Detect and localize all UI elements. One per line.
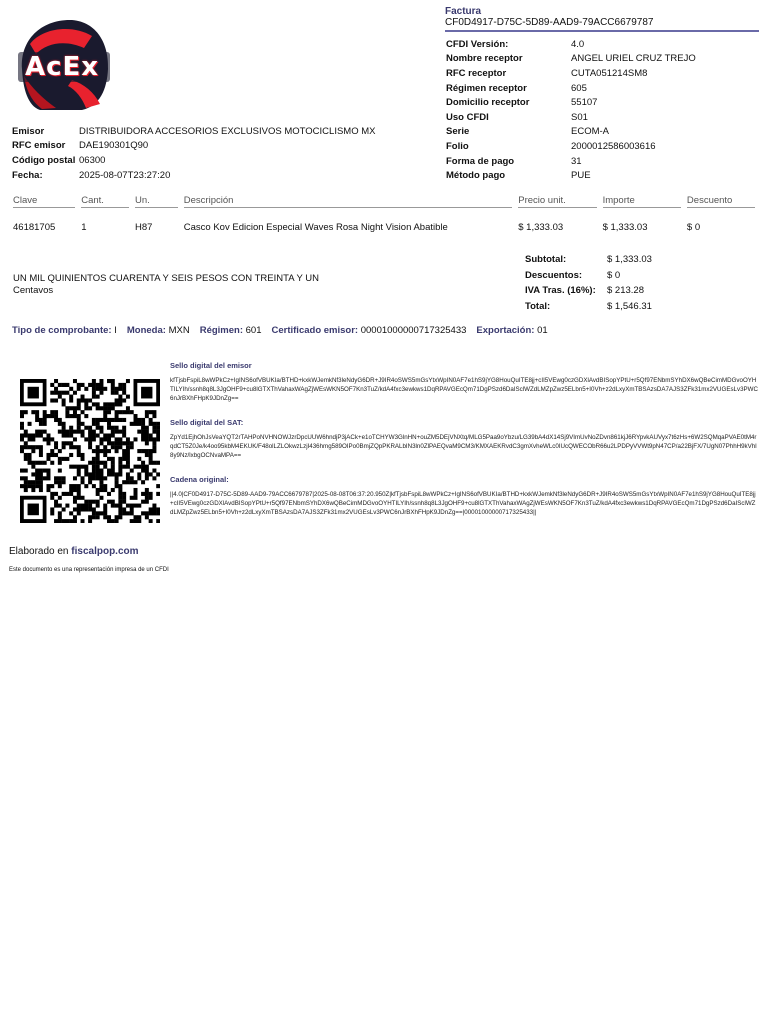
table-cell: 1 bbox=[81, 221, 87, 233]
meta-label: Tipo de comprobante: bbox=[12, 325, 112, 336]
meta-label: Exportación: bbox=[476, 325, 535, 336]
representacion-note: Este documento es una representación impresa de un CFDI bbox=[9, 567, 169, 573]
emisor-info-label: RFC emisor bbox=[12, 140, 66, 152]
total-row bbox=[522, 299, 655, 315]
meta-item bbox=[476, 325, 547, 336]
total-row bbox=[522, 268, 655, 284]
column-header bbox=[132, 193, 181, 209]
sello-sat-text: ZpYd1EjhOhJsVeaYQT2rTAHPoNVHNOWJzrDpcUUW6hndjP3jACk+e1oTCHYW3GlnHN+ouZM5DEjVNXtq/MLG5Paa9oYbzu/LG39bA4dX14Sj9VImUvNoZDvn861kjJ6RYpvkAUVyx7t6zHs+6W2SQMqaPVAE0tM4rqdCT5Z0Je/k4oo95kbM4EKUK/F48olLZLOkwzLzjI436hmg589OIPo0BmjZQpPKRALbIN3ln0ZlPAEQvaM9CM3/KMXAEKRvdC3gmXvheWLc0IUcQWECObR66u2LPDPyVVWt9pN47CP/a22BjFX/7UgN07PhhH9kVhl8y9Nz/lxbgOCNvaMPA== bbox=[170, 434, 757, 459]
table-cell: H87 bbox=[135, 221, 153, 233]
table-cell: $ 0 bbox=[686, 221, 701, 233]
total-label: Subtotal: bbox=[525, 254, 567, 266]
column-header-label: Clave bbox=[13, 195, 75, 208]
receptor-info-value: PUE bbox=[571, 170, 591, 182]
meta-value: 601 bbox=[245, 325, 262, 336]
receptor-info-row bbox=[446, 81, 696, 96]
receptor-info-table bbox=[446, 37, 696, 183]
table-cell: $ 1,333.03 bbox=[518, 221, 564, 233]
receptor-info-row bbox=[446, 154, 696, 169]
table-cell: Casco Kov Edicion Especial Waves Rosa Night Vision Abatible bbox=[183, 221, 448, 233]
receptor-info-label: Folio bbox=[446, 140, 469, 152]
cadena-original-text: ||4.0|CF0D4917-D75C-5D89-AAD9-79ACC6679787|2025-08-08T06:37:20.950Z|kfTjsbFspiL8wWPkCz+IgINS6ofVBUKIa/BTHD+kxkWJemkNf3leNdyG6DR+J9IR4oSWS5mGsYtxWpIN0AF7e1hS9jYG8HouQuITE8jj+cII5VEwg0czGDXlAvdBISopYPtU+r5Qf97ENbmSYhDX6wQBeCimMDGvoOYHTILYIh/ssnh8q8L3JgOHF9+cu8lGTXThVahaxWAgZjWEsWKN5OF7Kn3TuZ/kdA4fxc3ewkws1DqRPAVGEcQm71DgPSzd6DaISclWZdLMZpZwz5ELbn5+I0Vh+z2dLxyXmTBSAzsDA7AJS3ZFk31mx2VUGEsLv3PWC6nJrBXhFHpK9JDnZg==|00001000000717325433|| bbox=[170, 491, 756, 516]
receptor-info-label: Domicilio receptor bbox=[446, 97, 530, 109]
receptor-info-label: Método pago bbox=[446, 170, 506, 182]
column-header-label: Un. bbox=[135, 195, 178, 208]
factura-label: Factura bbox=[445, 6, 482, 17]
meta-value: MXN bbox=[168, 325, 190, 336]
emisor-info-row bbox=[12, 168, 376, 183]
meta-value: I bbox=[114, 325, 117, 336]
meta-label: Moneda: bbox=[126, 325, 166, 336]
receptor-info-value: ANGEL URIEL CRUZ TREJO bbox=[571, 53, 696, 65]
sello-emisor-title: Sello digital del emisor bbox=[170, 361, 252, 370]
amount-in-words-line2: Centavos bbox=[13, 284, 54, 296]
meta-item bbox=[127, 325, 190, 336]
table-cell: $ 1,333.03 bbox=[602, 221, 648, 233]
qr-code bbox=[20, 379, 160, 523]
column-header bbox=[684, 193, 758, 209]
receptor-info-label: RFC receptor bbox=[446, 67, 507, 79]
receptor-info-value: 2000012586003616 bbox=[571, 140, 656, 152]
fiscalpop-link[interactable]: fiscalpop.com bbox=[71, 546, 139, 557]
totals-table bbox=[522, 252, 655, 314]
meta-value: 00001000000717325433 bbox=[360, 325, 467, 336]
receptor-info-row bbox=[446, 52, 696, 67]
meta-item bbox=[12, 325, 117, 336]
receptor-info-value: 4.0 bbox=[571, 38, 585, 50]
emisor-info-table bbox=[12, 124, 376, 182]
elaborado-en bbox=[9, 546, 139, 557]
receptor-info-row bbox=[446, 66, 696, 81]
receptor-info-label: Régimen receptor bbox=[446, 82, 527, 94]
total-value: $ 1,546.31 bbox=[607, 301, 652, 313]
column-header-label: Cant. bbox=[81, 195, 129, 208]
emisor-info-row bbox=[12, 139, 376, 154]
emisor-info-value: 2025-08-07T23:27:20 bbox=[79, 169, 171, 181]
emisor-info-row bbox=[12, 124, 376, 139]
sello-sat-title: Sello digital del SAT: bbox=[170, 418, 244, 427]
meta-item bbox=[272, 325, 467, 336]
emisor-info-value: DAE190301Q90 bbox=[79, 140, 149, 152]
amount-in-words-line1: UN MIL QUINIENTOS CUARENTA Y SEIS PESOS CON TREINTA Y UN bbox=[13, 273, 320, 284]
receptor-info-row bbox=[446, 168, 696, 183]
receptor-info-label: CFDI Versión: bbox=[446, 38, 509, 50]
total-label: IVA Tras. (16%): bbox=[525, 285, 596, 297]
receptor-info-value: 605 bbox=[571, 82, 587, 94]
receptor-info-row bbox=[446, 125, 696, 140]
receptor-info-label: Nombre receptor bbox=[446, 53, 523, 65]
receptor-info-value: 55107 bbox=[571, 97, 598, 109]
column-header bbox=[78, 193, 132, 209]
total-row bbox=[522, 252, 655, 268]
meta-label: Certificado emisor: bbox=[271, 325, 359, 336]
factura-header bbox=[445, 6, 759, 32]
receptor-info-value: ECOM-A bbox=[571, 126, 609, 138]
column-header bbox=[10, 193, 78, 209]
column-header bbox=[515, 193, 599, 209]
factura-uuid: CF0D4917-D75C-5D89-AAD9-79ACC6679787 bbox=[445, 17, 759, 32]
receptor-info-label: Uso CFDI bbox=[446, 111, 489, 123]
receptor-info-value: 31 bbox=[571, 155, 582, 167]
column-header-label: Descuento bbox=[687, 195, 755, 208]
column-header bbox=[181, 193, 515, 209]
meta-item bbox=[200, 325, 262, 336]
meta-label: Régimen: bbox=[199, 325, 243, 336]
sello-emisor-text: kfTjsbFspiL8wWPkCz+IgINS6ofVBUKIa/BTHD+kxkWJemkNf3leNdyG6DR+J9IR4oSWS5mGsYtxWpIN0AF7e1hS9jYG8HouQuITE8jj+cII5VEwg0czGDXlAvdBISopYPtU+r5Qf97ENbmSYhDX6wQBeCimMDGvoOYHTILYIh/ssnh8q8L3JgOHF9+cu8lGTXThVahaxWAgZjWEsWKN5OF7Kn3TuZ/kdA4fxc3ewkws1DqRPAVGEcQm71DgPSzd6DaISclWZdLMZpZwz5ELbn5+I0Vh+z2dLxyXmTBSAzsDA7AJS3ZFk31mx2VUGEsLv3PWC6nJrBXhFHpK9JDnZg== bbox=[170, 377, 758, 402]
total-label: Descuentos: bbox=[525, 269, 583, 281]
emisor-info-label: Código postal bbox=[12, 154, 76, 166]
receptor-info-label: Forma de pago bbox=[446, 155, 515, 167]
column-header-label: Importe bbox=[603, 195, 681, 208]
company-logo bbox=[12, 14, 112, 114]
table-row bbox=[10, 209, 758, 245]
emisor-info-label: Fecha: bbox=[12, 169, 43, 181]
emisor-info-value: DISTRIBUIDORA ACCESORIOS EXCLUSIVOS MOTOCICLISMO MX bbox=[79, 125, 376, 137]
elaborado-label: Elaborado en bbox=[9, 546, 69, 557]
meta-value: 01 bbox=[537, 325, 548, 336]
receptor-info-row bbox=[446, 37, 696, 52]
receptor-info-value: S01 bbox=[571, 111, 588, 123]
column-header-label: Precio unit. bbox=[518, 195, 596, 208]
cadena-original-title: Cadena original: bbox=[170, 475, 229, 484]
receptor-info-label: Serie bbox=[446, 126, 470, 138]
invoice-meta-line bbox=[12, 325, 558, 336]
emisor-info-row bbox=[12, 153, 376, 168]
total-value: $ 213.28 bbox=[607, 285, 644, 297]
receptor-info-value: CUTA051214SM8 bbox=[571, 67, 648, 79]
total-value: $ 0 bbox=[607, 269, 621, 281]
total-label: Total: bbox=[525, 301, 551, 313]
emisor-info-value: 06300 bbox=[79, 154, 106, 166]
receptor-info-row bbox=[446, 139, 696, 154]
column-header bbox=[600, 193, 684, 209]
receptor-info-row bbox=[446, 110, 696, 125]
total-value: $ 1,333.03 bbox=[607, 254, 652, 266]
column-header-label: Descripción bbox=[184, 195, 512, 208]
logo-text: AcEx bbox=[24, 52, 100, 82]
amount-in-words bbox=[13, 273, 343, 296]
emisor-info-label: Emisor bbox=[12, 125, 45, 137]
total-row bbox=[522, 283, 655, 299]
receptor-info-row bbox=[446, 95, 696, 110]
table-cell: 46181705 bbox=[13, 221, 56, 233]
items-table bbox=[10, 193, 758, 245]
